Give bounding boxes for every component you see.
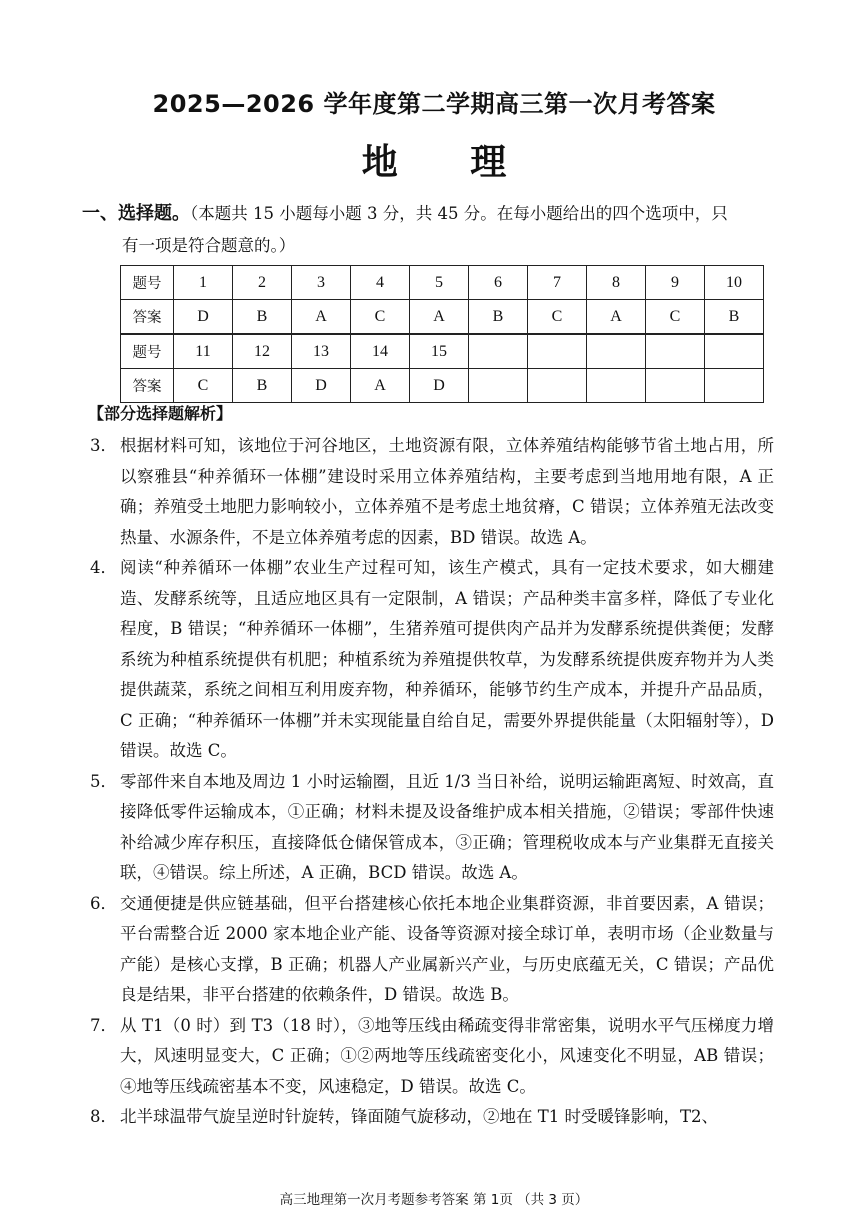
- section-instruction-line2: 有一项是符合题意的。）: [122, 236, 296, 255]
- question-number: 8: [587, 266, 646, 300]
- analysis-item: [88, 553, 774, 767]
- answer-cell: C: [351, 300, 410, 334]
- answer-row: [121, 300, 764, 334]
- answer-table-2: [120, 334, 764, 403]
- analysis-heading: 【部分选择题解析】: [88, 404, 233, 423]
- empty-cell: [469, 369, 528, 403]
- analysis-list: [88, 431, 774, 1133]
- answer-cell: C: [646, 300, 705, 334]
- empty-cell: [469, 335, 528, 369]
- item-number: 4．: [90, 558, 117, 577]
- empty-cell: [646, 335, 705, 369]
- empty-cell: [587, 369, 646, 403]
- section-instruction-line1: （本题共 15 小题每小题 3 分，共 45 分。在每小题给出的四个选项中，只: [190, 204, 728, 223]
- question-number: 9: [646, 266, 705, 300]
- answer-cell: A: [587, 300, 646, 334]
- item-number: 5．: [90, 771, 117, 791]
- question-number: 11: [174, 335, 233, 369]
- row-label-answer: 答案: [121, 300, 174, 334]
- question-number: 5: [410, 266, 469, 300]
- answer-cell: C: [174, 369, 233, 403]
- analysis-item: [88, 1102, 774, 1133]
- empty-cell: [587, 335, 646, 369]
- answer-cell: B: [233, 300, 292, 334]
- section-heading: [82, 198, 782, 262]
- subject-title: 地 理: [361, 141, 537, 183]
- answer-cell: B: [469, 300, 528, 334]
- answer-cell: A: [351, 369, 410, 403]
- empty-cell: [646, 369, 705, 403]
- answer-table-1: [120, 265, 764, 334]
- answer-cell: B: [233, 369, 292, 403]
- item-text: 从 T1（0 时）到 T3（18 时），③地等压线由稀疏变得非常密集，说明水平气压梯度力增大，风速明显变大，C 正确；①②两地等压线疏密变化小，风速变化不明显，AB 错误；④地等压线疏密基本不变，风速稳定，D 错误。故选 C。: [120, 1015, 774, 1096]
- row-label-answer: 答案: [121, 369, 174, 403]
- question-number: 13: [292, 335, 351, 369]
- answer-cell: B: [705, 300, 764, 334]
- question-number: 6: [469, 266, 528, 300]
- row-label-question: 题号: [121, 335, 174, 369]
- empty-cell: [705, 369, 764, 403]
- question-row: [121, 335, 764, 369]
- empty-cell: [528, 369, 587, 403]
- analysis-item: [88, 1011, 774, 1103]
- item-number: 3．: [90, 436, 117, 455]
- answer-cell: A: [410, 300, 469, 334]
- question-number: 10: [705, 266, 764, 300]
- answer-cell: D: [174, 300, 233, 334]
- answer-row: [121, 369, 764, 403]
- question-number: 3: [292, 266, 351, 300]
- section-label: 一、选择题。: [82, 203, 190, 224]
- item-text: 根据材料可知，该地位于河谷地区，土地资源有限，立体养殖结构能够节省土地占用，所以察雅县“种养循环一体棚”建设时采用立体养殖结构，主要考虑到当地用地有限，A 正确；养殖受土地肥力影响较小，立体养殖不是考虑土地贫瘠，C 错误；立体养殖无法改变热量、水源条件，不是立体养殖考虑的因素，BD 错误。故选 A。: [120, 436, 774, 547]
- analysis-item: [88, 767, 774, 889]
- question-row: [121, 266, 764, 300]
- analysis-item: [88, 889, 774, 1011]
- answer-cell: A: [292, 300, 351, 334]
- item-text: 北半球温带气旋呈逆时针旋转，锋面随气旋移动，②地在 T1 时受暖锋影响，T2、: [120, 1107, 718, 1126]
- item-text: 交通便捷是供应链基础，但平台搭建核心依托本地企业集群资源，非首要因素，A 错误；平台需整合近 2000 家本地企业产能、设备等资源对接全球订单，表明市场（企业数量与产能）是核心支撑，B 正确；机器人产业属新兴产业，与历史底蕴无关，C 错误；产品优良是结果，非平台搭建的依赖条件，D 错误。故选 B。: [120, 893, 774, 1004]
- item-text: 阅读“种养循环一体棚”农业生产过程可知，该生产模式，具有一定技术要求，如大棚建造、发酵系统等，且适应地区具有一定限制，A 错误；产品种类丰富多样，降低了专业化程度，B 错误；“种养循环一体棚”，生猪养殖可提供肉产品并为发酵系统提供粪便；发酵系统为种植系统提供有机肥；种植系统为养殖提供牧草，为发酵系统提供废弃物并为人类提供蔬菜，系统之间相互利用废弃物，种养循环，能够节约生产成本，并提升产品品质，C 正确；“种养循环一体棚”并未实现能量自给自足，需要外界提供能量（太阳辐射等），D 错误。故选 C。: [120, 558, 774, 760]
- item-number: 8．: [90, 1107, 117, 1126]
- question-number: 2: [233, 266, 292, 300]
- item-number: 7．: [90, 1015, 117, 1035]
- row-label-question: 题号: [121, 266, 174, 300]
- analysis-item: [88, 431, 774, 553]
- question-number: 1: [174, 266, 233, 300]
- answer-cell: D: [410, 369, 469, 403]
- item-text: 零部件来自本地及周边 1 小时运输圈，且近 1/3 当日补给，说明运输距离短、时效高，直接降低零件运输成本，①正确；材料未提及设备维护成本相关措施，②错误；零部件快速补给减少库存积压，直接降低仓储保管成本，③正确；管理税收成本与产业集群无直接关联，④错误。综上所述，A 正确，BCD 错误。故选 A。: [120, 771, 774, 882]
- answer-cell: C: [528, 300, 587, 334]
- empty-cell: [705, 335, 764, 369]
- question-number: 14: [351, 335, 410, 369]
- question-number: 4: [351, 266, 410, 300]
- empty-cell: [528, 335, 587, 369]
- item-number: 6．: [90, 893, 117, 913]
- page-footer: 高三地理第一次月考题参考答案 第 1页 （共 3 页）: [279, 1192, 589, 1208]
- question-number: 12: [233, 335, 292, 369]
- question-number: 7: [528, 266, 587, 300]
- question-number: 15: [410, 335, 469, 369]
- document-title: 2025—2026 学年度第二学期高三第一次月考答案: [152, 90, 716, 118]
- answer-cell: D: [292, 369, 351, 403]
